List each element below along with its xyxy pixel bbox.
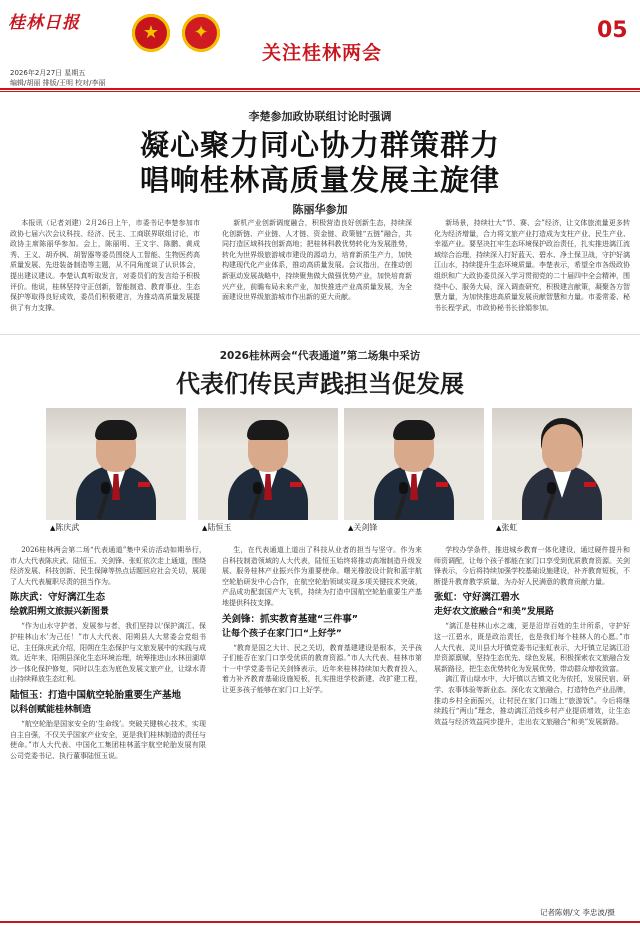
page-number: 05 [597, 18, 628, 43]
lead-column-2-text: 新机产业创新调度融合，积极营造良好创新生态，持续深化创新链、产业链、人才链、资金链、政策链“五链”融合，共同打造区域科技创新高地；把桂林科教优势转化为发展胜势，转化为世界级旅游城市建设的源动力，培育新质生产力，加快构建现代化产业体系，推动高质量发展。会议指出，在推动创新驱动发展战略中，持续聚焦做大做强优势产业，加快培育新兴产业，前瞻布局未来产业，加快推进产业高质量发展，为全面建设世界级旅游城市作出新的更大贡献。 [222, 219, 412, 302]
section-text-guan: “教育是国之大计、民之关切，教育基建建设是根本，关乎孩子们能否在家门口享受优质的教育资源。”市人大代表、桂林市第十一中学党委书记关剑锋表示，近年来桂林持续加大教育投入，着力补齐教育基础设施短板，扎实推进学校新建、改扩建工程，让更多孩子能够在家门口上好学。 [222, 643, 422, 694]
section-text-zhang: “漓江是桂林山水之魂，更是沿岸百姓的生计所系，守护好这一江碧水，既是政治责任，也是我们每个桂林人的心愿。”市人大代表、灵川县大圩镇党委书记张虹表示，大圩镇立足漓江沿岸资源禀赋，坚持生态优先、绿色发展，积极探索农文旅融合发展新路径，把生态优势转化为发展优势，带动群众增收致富。 [434, 622, 630, 673]
photo-deputy-1 [46, 408, 186, 520]
interview-kicker: 2026桂林两会“代表通道”第二场集中采访 [219, 350, 421, 362]
lead-column-3 [434, 218, 630, 325]
photo-deputy-3 [344, 408, 484, 520]
interview-headline: 代表们传民声践担当促发展 [176, 370, 464, 398]
editor-credits: 编辑/胡丽 排版/王明 校对/李丽 [10, 79, 106, 87]
issue-date: 2026年2月27日 星期五 [10, 69, 86, 77]
section-subheading-zhang: 走好农文旅融合“和美”发展路 [434, 607, 554, 618]
caption-arrow-icon: ▲ [348, 524, 354, 532]
story-divider [0, 334, 640, 335]
cppcc-emblem-icon: ✦ [182, 14, 220, 52]
photo-caption-3 [348, 522, 377, 533]
interview-column-2 [222, 545, 422, 845]
lead-headline-line1: 凝心聚力同心协力群策群力 [139, 128, 500, 162]
reporter-credit: 记者陈娟/文 李忠波/摄 [540, 908, 615, 917]
caption-arrow-icon: ▲ [496, 524, 502, 532]
photo-deputy-2 [198, 408, 338, 520]
caption-arrow-icon: ▲ [202, 524, 208, 532]
caption-name: 张虹 [501, 523, 518, 532]
masthead-rule-thin [0, 91, 640, 92]
section-text-guan-cont: 学校办学条件，推进城乡教育一体化建设，通过硬件提升和师资调配，让每个孩子都能在家门口享受到优质教育资源。关剑锋表示，今后将持续加强学校基础设施建设，补齐教育短板，不断提升教育教学质量，为办好人民满意的教育贡献力量。 [434, 546, 630, 586]
photo-deputy-4 [492, 408, 632, 520]
section-heading-chen: 陈庆武：守好漓江生态 [10, 592, 106, 604]
interview-column-3 [434, 545, 630, 845]
photo-caption-4 [496, 522, 517, 533]
interview-intro: 2026桂林两会第二场“代表通道”集中采访活动如期举行，市人大代表陈庆武、陆恒玉、关剑锋、张虹依次走上通道，围绕经济发展、科技创新、民生保障等热点话题回应社会关切，展现了人大代表履职尽责的担当作为。 [10, 546, 206, 586]
section-text-chen: “作为山水守护者，发展参与者，我们坚持以‘保护漓江、保护桂林山水’为己任！”市人大代表、阳朔县人大常委会党组书记、主任陈庆武介绍，阳朔在生态保护与文旅发展中的实践与成效。近年来，阳朔县深化生态环境治理，统筹推进山水林田湖草沙一体化保护修复，同时以生态为底色发展文旅产业，让绿水青山持续释放生态红利。 [10, 622, 206, 684]
interview-column-1 [10, 545, 206, 845]
lead-column-1-text: 本报讯（记者刘建）2月26日上午，市委书记李楚参加市政协七届六次会议科技、经济、民主、工商联界联组讨论，市政协主席陈丽华参加。会上，陈丽明、王文宇、陈鹏、黄成秀、王义、胡乔枫、胡智器等委员围绕人工智能、生物医药高质量发展、先进装备制造等主题，从不同角度谈了认识体会，提出建议建议。李楚认真听取发言，对委员们的发言给予积极评价。他说，桂林坚持守正创新，智能制造、教育事业、生态保护等取得良好成效，委员们积极建言，为推动高质量发展提供了有力支撑。 [10, 219, 200, 312]
section-heading-zhang: 张虹：守好漓江碧水 [434, 592, 520, 604]
caption-name: 关剑锋 [353, 523, 378, 532]
lead-subhead: 陈丽华参加 [292, 203, 348, 216]
lead-column-3-text: 新场景，持续壮大“节、赛、会”经济，让文体旅流量更多转化为经济增量，合力将文旅产业打造成为支柱产业、民生产业、幸福产业。要坚决扛牢生态环境保护政治责任，扎实推进漓江流域综合治理，持续深入打好蓝天、碧水、净土保卫战，守护好漓江山水，持续提升生态环境质量。李楚表示，希望全市各级政协组织和广大政协委员深入学习贯彻党的二十届四中全会精神，围绕中心、服务大局，深入调查研究，积极建言献策，凝聚各方智慧力量，为加快推进高质量发展贡献智慧和力量。市委常委、秘书长程学武，市政协秘书长徐娟参加。 [434, 219, 630, 312]
lead-column-2 [222, 218, 412, 325]
lead-kicker: 李楚参加政协联组讨论时强调 [248, 110, 392, 123]
photo-caption-2 [202, 522, 231, 533]
national-emblem-icon: ★ [132, 14, 170, 52]
section-text-lu-cont: 生，在代表通道上道出了科技从业者的担当与坚守。作为来自科技制造领域的人大代表，陆恒玉始终将推动高端制造升级发展、服务桂林产业振兴作为重要使命。曙光橡胶设计院和蓝宇航空轮胎研发中心合作，在航空轮胎领域实现多项关键技术突破，产品成功配套国产大飞机，持续为打造中国航空轮胎重要生产基地提供科技支撑。 [222, 546, 422, 607]
section-title: 关注桂林两会 [262, 42, 383, 64]
section-subheading-chen: 绘就阳朔文旅振兴新图景 [10, 607, 110, 618]
lead-headline-line2: 唱响桂林高质量发展主旋律 [139, 163, 500, 197]
masthead-rule [0, 88, 640, 90]
page-bottom-rule [0, 921, 640, 923]
lead-column-1 [10, 218, 200, 325]
section-text-zhang-cont: 漓江青山绿水中，大圩镇以古镇文化为依托，发展民宿、研学、农事体验等新业态。深化农文旅融合，打造特色产业品牌，推动乡村全面振兴，让村民在家门口端上“旅游饭”。今后将继续践行“两山”理念，推动漓江沿线乡村产业提质增效，让生态效益与经济效益同步提升，走出农文旅融合“和美”发展新路。 [434, 675, 630, 726]
caption-arrow-icon: ▲ [50, 524, 56, 532]
section-text-lu: “航空轮胎是国家安全的‘生命线’。突破关键核心技术，实现自主自强，不仅关乎国家产业安全，更是我们桂林制造的责任与使命。”市人大代表、中国化工集团桂林蓝宇航空轮胎发展有限公司党委书记、执行董事陆恒玉说。 [10, 719, 206, 760]
section-subheading-lu: 以科创赋能桂林制造 [10, 704, 92, 715]
caption-name: 陆恒玉 [207, 523, 232, 532]
section-heading-guan: 关剑锋：抓实教育基建“三件事” [222, 613, 358, 625]
section-heading-lu: 陆恒玉：打造中国航空轮胎重要生产基地 [10, 689, 182, 701]
caption-name: 陈庆武 [55, 523, 80, 532]
newspaper-logo: 桂林日报 [8, 13, 80, 33]
section-subheading-guan: 让每个孩子在家门口“上好学” [222, 628, 342, 639]
photo-caption-1 [50, 522, 79, 533]
